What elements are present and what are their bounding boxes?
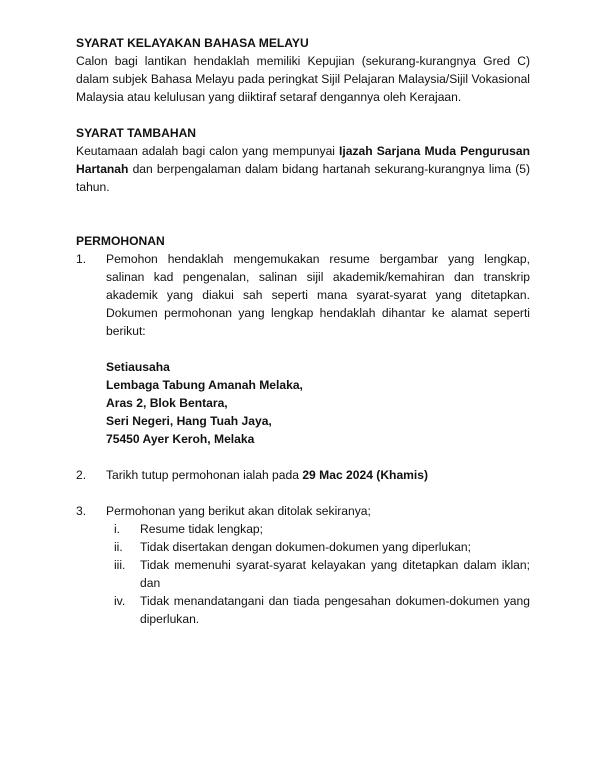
heading-permohonan: PERMOHONAN <box>76 234 165 248</box>
list-item-2 <box>76 466 530 484</box>
list-item-text: Permohonan yang berikut akan ditolak sekiranya; <box>106 504 371 518</box>
document-page <box>76 34 530 628</box>
sub-list-number: i. <box>114 522 121 536</box>
list-number: 2. <box>76 468 87 482</box>
list-item-text: Pemohon hendaklah mengemukakan resume bergambar yang lengkap, salinan kad pengenalan, salinan sijil akademik/kemahiran dan transkrip akademik yang diakui sah seperti mana syarat-syarat yang ditetapkan. Dokumen permohonan yang lengkap hendaklah dihantar ke alamat seperti berikut: <box>106 252 530 338</box>
paragraph-bahasa-melayu: Calon bagi lantikan hendaklah memiliki Kepujian (sekurang-kurangnya Gred C) dalam subjek Bahasa Melayu pada peringkat Sijil Pelajaran Malaysia/Sijil Vokasional Malaysia atau kelulusan yang diiktiraf setaraf dengannya oleh Kerajaan. <box>76 54 530 104</box>
tambahan-text-post: dan berpengalaman dalam bidang hartanah sekurang-kurangnya lima (5) tahun. <box>76 162 530 194</box>
sub-list-number: iv. <box>114 594 126 608</box>
tambahan-text-pre: Keutamaan adalah bagi calon yang mempunyai <box>76 144 340 158</box>
heading-syarat-tambahan: SYARAT TAMBAHAN <box>76 126 197 140</box>
address-line: Seri Negeri, Hang Tuah Jaya, <box>106 414 272 428</box>
heading-syarat-kelayakan-bahasa-melayu: SYARAT KELAYAKAN BAHASA MELAYU <box>76 36 309 50</box>
address-line: 75450 Ayer Keroh, Melaka <box>106 432 255 446</box>
list-number: 3. <box>76 504 87 518</box>
address-block <box>106 358 530 448</box>
sub-list-item <box>106 592 530 628</box>
closing-date-value: 29 Mac 2024 (Khamis) <box>302 468 429 482</box>
sub-list <box>106 520 530 628</box>
sub-list-item <box>106 538 530 556</box>
sub-list-number: iii. <box>114 558 126 572</box>
sub-list-item <box>106 520 530 538</box>
sub-list-text: Tidak disertakan dengan dokumen-dokumen yang diperlukan; <box>140 540 471 554</box>
address-line: Lembaga Tabung Amanah Melaka, <box>106 378 303 392</box>
tambahan-text-bold: Ijazah Sarjana Muda Pengurusan Hartanah <box>76 144 530 176</box>
closing-date-text: Tarikh tutup permohonan ialah pada <box>106 468 303 482</box>
sub-list-text: Resume tidak lengkap; <box>140 522 264 536</box>
address-line: Aras 2, Blok Bentara, <box>106 396 228 410</box>
list-item-3 <box>76 502 530 628</box>
sub-list-text: Tidak menandatangani dan tiada pengesahan dokumen-dokumen yang diperlukan. <box>140 594 530 626</box>
list-item-text <box>106 466 530 484</box>
address-line: Setiausaha <box>106 360 170 374</box>
sub-list-text: Tidak memenuhi syarat-syarat kelayakan yang ditetapkan dalam iklan; dan <box>140 558 530 590</box>
list-number: 1. <box>76 252 87 266</box>
sub-list-number: ii. <box>114 540 123 554</box>
list-item-1 <box>76 250 530 448</box>
paragraph-syarat-tambahan <box>76 142 530 196</box>
sub-list-item <box>106 556 530 592</box>
